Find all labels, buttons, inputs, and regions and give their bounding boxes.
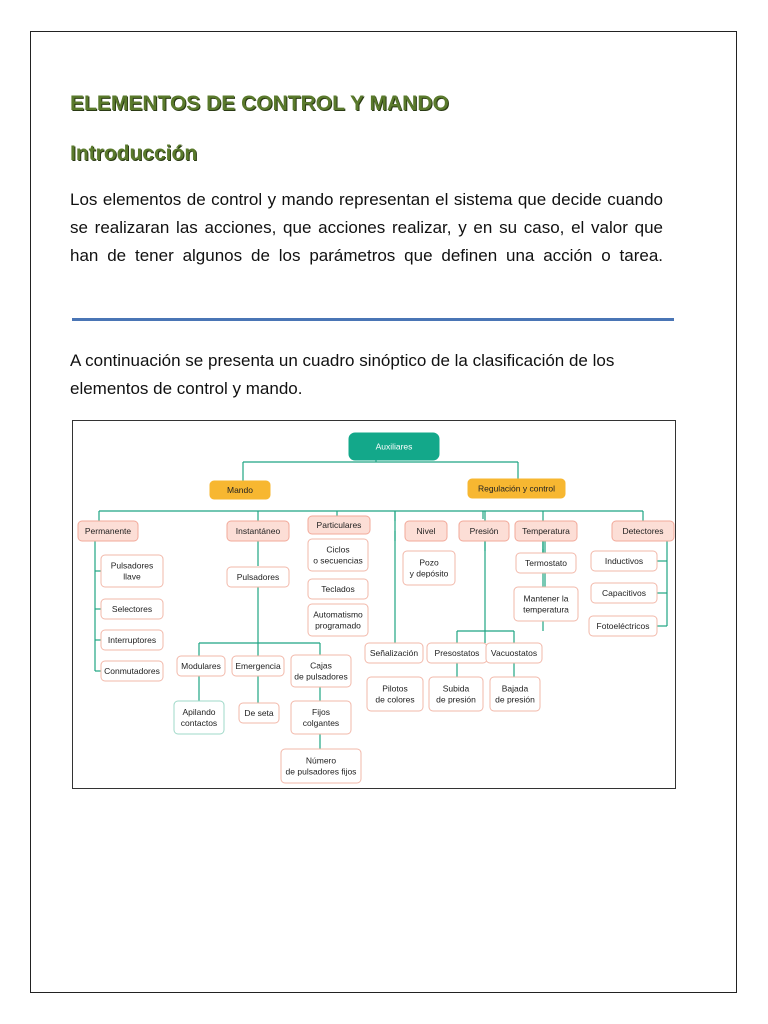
node-permanente-label: Permanente bbox=[84, 526, 132, 536]
node-subida-de-presion-label: de presión bbox=[436, 694, 476, 705]
node-presion bbox=[459, 521, 509, 541]
node-cajas-de-pulsadores-label: Cajas bbox=[310, 660, 332, 671]
node-numero-de-pulsadores-fijos-label: de pulsadores fijos bbox=[285, 766, 357, 777]
section-divider bbox=[72, 318, 674, 321]
node-fijos-colgantes-label: Fijos bbox=[312, 707, 330, 717]
node-instantaneo-label: Instantáneo bbox=[235, 526, 281, 536]
node-subida-de-presion-label: Subida bbox=[442, 683, 470, 694]
node-apilando-contactos bbox=[174, 701, 224, 734]
node-auxiliares bbox=[349, 433, 439, 460]
node-regulacion-y-control bbox=[468, 479, 565, 498]
node-pulsadores-llave bbox=[101, 555, 163, 587]
node-temperatura bbox=[515, 521, 577, 541]
synoptic-diagram bbox=[72, 420, 676, 789]
node-fijos-colgantes bbox=[291, 701, 351, 734]
node-pulsadores-llave-label: Pulsadores bbox=[110, 560, 154, 571]
node-automatismo-programado-label: Automatismo bbox=[313, 609, 363, 620]
node-apilando-contactos-label: contactos bbox=[180, 718, 218, 728]
node-nivel-label: Nivel bbox=[416, 526, 436, 536]
node-nivel bbox=[405, 521, 447, 541]
node-senalizacion-label: Señalización bbox=[369, 648, 419, 658]
node-particulares-label: Particulares bbox=[316, 520, 362, 530]
node-instantaneo bbox=[227, 521, 289, 541]
node-pilotos-de-colores-label: Pilotos bbox=[382, 683, 408, 694]
node-capacitivos-label: Capacitivos bbox=[602, 588, 646, 598]
node-ciclos-o-secuencias bbox=[308, 539, 368, 571]
node-capacitivos bbox=[591, 583, 657, 603]
node-vacuostatos bbox=[486, 643, 542, 663]
node-detectores bbox=[612, 521, 674, 541]
node-cajas-de-pulsadores bbox=[291, 655, 351, 687]
node-pozo-y-deposito-label: Pozo bbox=[419, 557, 439, 568]
node-numero-de-pulsadores-fijos-label: Número bbox=[305, 755, 337, 766]
intro-paragraph: Los elementos de control y mando representan el sistema que decide cuando se realizaran las acciones, que acciones realizar, y en su caso, el valor que han de tener algunos de los parámetros que definen una acción o tarea. bbox=[70, 190, 663, 265]
node-pozo-y-deposito-label: y depósito bbox=[409, 568, 449, 579]
node-mando bbox=[210, 481, 270, 499]
node-automatismo-programado bbox=[308, 604, 368, 636]
node-inductivos-label: Inductivos bbox=[604, 556, 644, 566]
node-inductivos bbox=[591, 551, 657, 571]
node-selectores bbox=[101, 599, 163, 619]
node-detectores-label: Detectores bbox=[622, 526, 664, 536]
lead-paragraph: A continuación se presenta un cuadro sinóptico de la clasificación de los elementos de control y mando. bbox=[70, 351, 615, 398]
node-conmutadores-label: Conmutadores bbox=[104, 666, 160, 676]
node-modulares bbox=[177, 656, 225, 676]
node-termostato bbox=[516, 553, 576, 573]
node-interruptores bbox=[101, 630, 163, 650]
node-ciclos-o-secuencias-label: Ciclos bbox=[326, 544, 350, 555]
node-pozo-y-deposito bbox=[403, 551, 455, 585]
node-pilotos-de-colores bbox=[367, 677, 423, 711]
node-de-seta bbox=[239, 703, 279, 723]
node-emergencia-label: Emergencia bbox=[235, 661, 281, 671]
node-ciclos-o-secuencias-label: o secuencias bbox=[313, 555, 363, 566]
node-pulsadores-llave-label: llave bbox=[123, 571, 141, 582]
node-vacuostatos-label: Vacuostatos bbox=[490, 648, 538, 658]
node-pulsadores bbox=[227, 567, 289, 587]
node-apilando-contactos-label: Apilando bbox=[182, 707, 216, 717]
node-teclados bbox=[308, 579, 368, 599]
node-de-seta-label: De seta bbox=[244, 708, 274, 718]
document-title: ELEMENTOS DE CONTROL Y MANDO bbox=[70, 92, 449, 115]
node-senalizacion bbox=[365, 643, 423, 663]
node-interruptores-label: Interruptores bbox=[107, 635, 157, 645]
node-auxiliares-label: Auxiliares bbox=[375, 441, 413, 452]
node-mantener-la-temperatura-label: Mantener la bbox=[523, 593, 569, 604]
node-cajas-de-pulsadores-label: de pulsadores bbox=[294, 671, 348, 682]
node-bajada-de-presion bbox=[490, 677, 540, 711]
node-presion-label: Presión bbox=[469, 526, 499, 536]
node-emergencia bbox=[232, 656, 284, 676]
node-pulsadores-label: Pulsadores bbox=[236, 572, 280, 582]
node-mando-label: Mando bbox=[227, 485, 253, 495]
node-presostatos bbox=[427, 643, 487, 663]
node-fotoelectricos-label: Fotoeléctricos bbox=[596, 621, 650, 631]
node-mantener-la-temperatura-label: temperatura bbox=[523, 604, 569, 615]
node-bajada-de-presion-label: Bajada bbox=[501, 683, 529, 694]
node-pilotos-de-colores-label: de colores bbox=[375, 694, 415, 705]
node-selectores-label: Selectores bbox=[111, 604, 153, 614]
node-permanente bbox=[78, 521, 138, 541]
node-automatismo-programado-label: programado bbox=[315, 620, 361, 631]
node-conmutadores bbox=[101, 661, 163, 681]
node-teclados-label: Teclados bbox=[321, 584, 355, 594]
diagram-canvas bbox=[73, 421, 675, 788]
node-fotoelectricos bbox=[589, 616, 657, 636]
node-modulares-label: Modulares bbox=[181, 661, 221, 671]
node-bajada-de-presion-label: de presión bbox=[495, 694, 535, 705]
node-temperatura-label: Temperatura bbox=[522, 526, 570, 536]
node-fijos-colgantes-label: colgantes bbox=[302, 718, 340, 728]
node-termostato-label: Termostato bbox=[524, 558, 568, 568]
node-presostatos-label: Presostatos bbox=[434, 648, 480, 658]
node-particulares bbox=[308, 516, 370, 534]
node-numero-de-pulsadores-fijos bbox=[281, 749, 361, 783]
section-heading: Introducción bbox=[70, 142, 198, 165]
node-mantener-la-temperatura bbox=[514, 587, 578, 621]
node-subida-de-presion bbox=[429, 677, 483, 711]
node-regulacion-y-control-label: Regulación y control bbox=[477, 483, 556, 494]
